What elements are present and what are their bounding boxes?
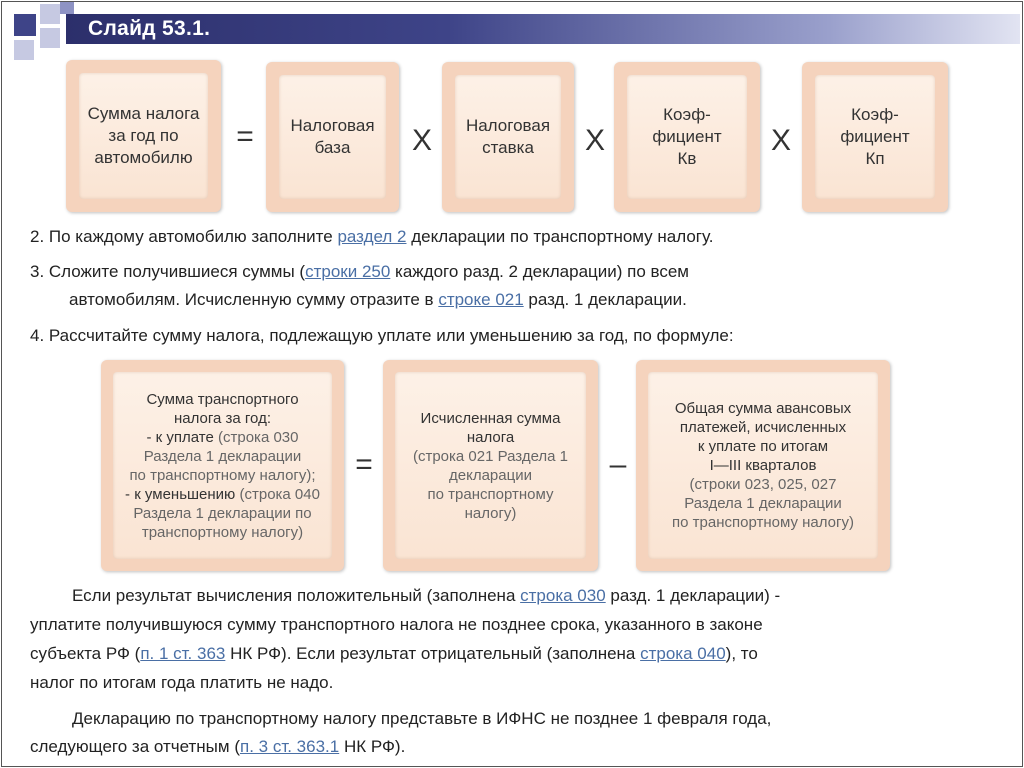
- formula2-left-line: Раздела 1 декларации по: [133, 504, 312, 522]
- formula2-right-line: I—III кварталов: [709, 457, 817, 474]
- link-article-363-1-p3[interactable]: п. 3 ст. 363.1: [239, 737, 340, 756]
- formula2-mid-line: налогу): [464, 504, 517, 522]
- step-3-line-2-text: автомобилям. Исчисленную сумму отразите в: [69, 290, 439, 309]
- formula2-box-transport-tax: [101, 360, 344, 571]
- link-line-040[interactable]: строка 040: [640, 644, 726, 663]
- formula2-left-pay-line: (строка 030: [213, 428, 299, 446]
- link-line-021[interactable]: строке 021: [438, 290, 524, 309]
- formula-box-kp: [802, 62, 948, 212]
- formula2-right-line: платежей, исчисленных: [679, 419, 847, 436]
- step-4: 4. Рассчитайте сумму налога, подлежащую уплате или уменьшению за год, по формуле:: [30, 326, 734, 345]
- formula2-left-line: транспортному налогу): [141, 523, 304, 541]
- para2-line-1: Декларацию по транспортному налогу представьте в ИФНС не позднее 1 февраля года,: [72, 709, 772, 728]
- equals-sign: =: [236, 120, 254, 153]
- formula-box-tax-sum: [66, 60, 221, 212]
- minus-sign: –: [609, 448, 627, 481]
- formula2-left-reduce-line: (строка 040: [235, 485, 320, 503]
- formula2-left-line: Сумма транспортного: [146, 390, 299, 408]
- multiply-sign: X: [411, 124, 432, 157]
- formula2-mid-line: налога: [466, 428, 515, 446]
- formula2-box-calculated-tax: [383, 360, 598, 571]
- formula2-right-line: (строки 023, 025, 027: [689, 476, 837, 493]
- link-article-363-p1[interactable]: п. 1 ст. 363: [140, 644, 226, 663]
- para1-text: ), то: [725, 644, 758, 663]
- formula2-left-line: по транспортному налогу);: [129, 466, 316, 484]
- para1-text: разд. 1 декларации) -: [605, 586, 781, 605]
- step-3-text: 3. Сложите получившиеся суммы (: [30, 262, 306, 281]
- formula2-box-calculated-tax-content: [395, 372, 586, 559]
- para2-text: следующего за отчетным (: [30, 737, 240, 756]
- para2-line-2: [30, 733, 405, 760]
- formula2-right-line: Раздела 1 декларации: [684, 495, 842, 512]
- para2-text: НК РФ).: [339, 737, 406, 756]
- step-3-line-2: [69, 286, 687, 313]
- formula2-left-pay: - к уплате: [146, 428, 214, 446]
- formula-box-kp-label: Коэф- фициент Кп: [815, 75, 935, 199]
- multiply-sign: X: [584, 124, 605, 157]
- formula-box-tax-base-label: Налоговая база: [279, 75, 386, 199]
- para1-line-1: [72, 582, 780, 609]
- para1-line-2: уплатите получившуюся сумму транспортного налога не позднее срока, указанного в законе: [30, 615, 763, 634]
- para1-line-3: [30, 640, 758, 667]
- step-2-text-end: декларации по транспортному налогу.: [406, 227, 714, 246]
- formula2-box-advance-payments: [636, 360, 890, 571]
- formula-box-kv-label: Коэф- фициент Кв: [627, 75, 747, 199]
- step-3-text-mid: каждого разд. 2 декларации) по всем: [390, 262, 689, 281]
- step-3-line-2-end: разд. 1 декларации.: [523, 290, 687, 309]
- formula2-right-line: к уплате по итогам: [697, 438, 829, 455]
- formula2-left-line: Раздела 1 декларации: [143, 447, 302, 465]
- formula-box-tax-rate-label: Налоговая ставка: [455, 75, 561, 199]
- link-section-2[interactable]: раздел 2: [337, 227, 407, 246]
- link-line-250[interactable]: строки 250: [305, 262, 391, 281]
- step-3-line-1: [30, 258, 689, 285]
- equals-sign: =: [355, 448, 373, 481]
- formula2-right-line: Общая сумма авансовых: [674, 400, 852, 417]
- formula2-mid-line: Исчисленная сумма: [420, 409, 561, 427]
- formula2-box-transport-tax-content: [113, 372, 332, 559]
- multiply-sign: X: [770, 124, 791, 157]
- decor-square: [60, 2, 74, 14]
- para1-text: субъекта РФ (: [30, 644, 141, 663]
- decor-square: [14, 14, 36, 36]
- decor-square: [14, 40, 34, 60]
- formula-box-tax-base: [266, 62, 399, 212]
- formula2-box-advance-payments-content: [648, 372, 878, 559]
- step-2: [30, 223, 714, 250]
- link-line-030[interactable]: строка 030: [520, 586, 606, 605]
- formula2-left-reduce: - к уменьшению: [125, 485, 236, 503]
- para1-line-4: налог по итогам года платить не надо.: [30, 673, 334, 692]
- formula2-left-line: налога за год:: [173, 409, 271, 427]
- para1-text: НК РФ). Если результат отрицательный (заполнена: [225, 644, 641, 663]
- slide-title: Слайд 53.1.: [88, 17, 211, 40]
- formula-box-tax-rate: [442, 62, 574, 212]
- formula2-right-line: по транспортному налогу): [672, 514, 854, 531]
- decor-square: [40, 28, 60, 48]
- formula2-mid-line: (строка 021 Раздела 1: [412, 447, 569, 465]
- decor-square: [40, 4, 60, 24]
- formula-box-kv: [614, 62, 760, 212]
- formula2-mid-line: по транспортному: [427, 485, 554, 503]
- formula-box-tax-sum-label: Сумма налога за год по автомобилю: [79, 73, 208, 199]
- step-2-text: 2. По каждому автомобилю заполните: [30, 227, 338, 246]
- para1-text: Если результат вычисления положительный (заполнена: [72, 586, 521, 605]
- formula2-mid-line: декларации: [449, 466, 532, 484]
